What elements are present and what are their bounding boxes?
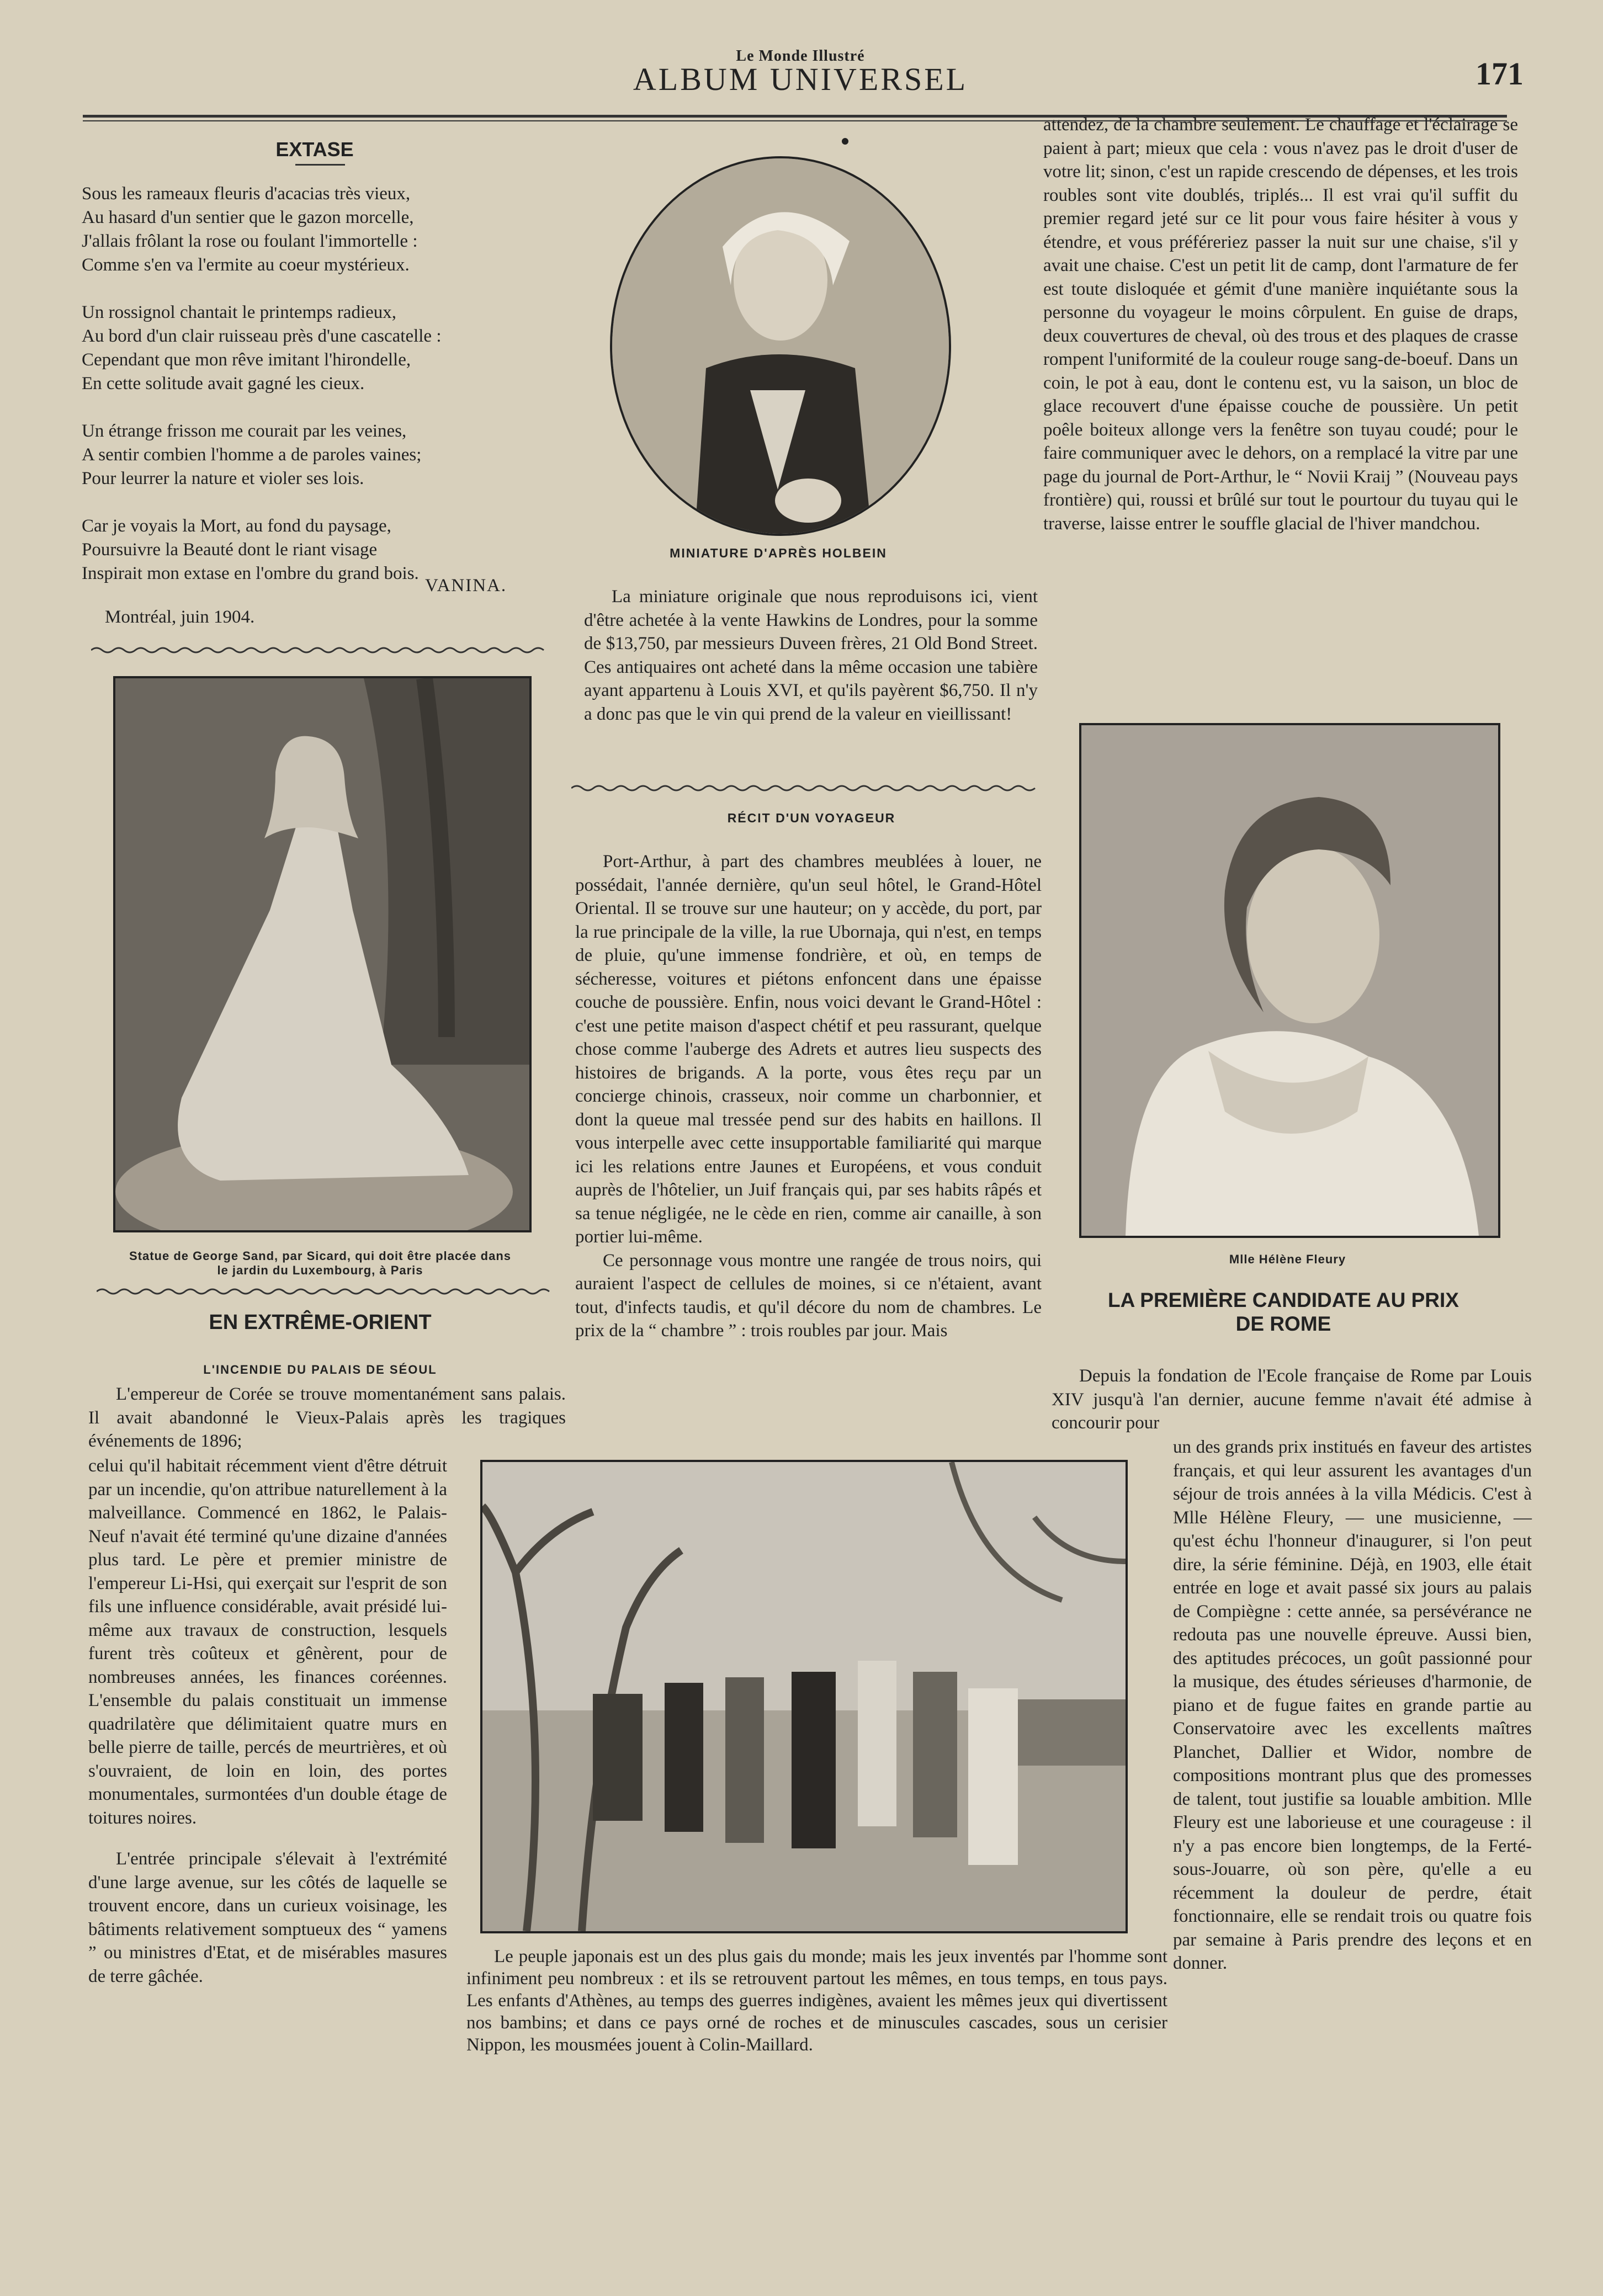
seoul-paragraph-rest: celui qu'il habitait récemment vient d'être détruit par un incendie, qu'on attribue naturellement à la malveillance. Commencé en 1862, le Palais-Neuf n'avait été terminé qu'une dizaine d'années plus tard. Le père et premier ministre de l'empereur Li-Hsi, qui exerçait sur l'esprit de son fils une influence considérable, avait présidé lui-même aux travaux de construction, lesquels furent très coûteux et gênèrent, pour de nombreuses années, les finances coréennes. L'ensemble du palais constituait un immense quadrilatère que délimitaient quatre murs en belle pierre de taille, percés de meurtrières, et où s'ouvraient, de loin en loin, des portes monumentales, surmontées d'un double étage de toitures noires. L'entrée principale s'élevait à l'extrémité d'une large avenue, sur les côtés de laquelle se trouvent encore, dans un curieux voisinage, les bâtiments relativement somptueux des “ yamens ” ou ministres d'Etat, et de misérables masures de terre gâchée.	[88, 1456, 447, 1986]
poem-line: A sentir combien l'homme a de paroles vaines;	[82, 445, 422, 465]
poem-line: En cette solitude avait gagné les cieux.	[82, 374, 365, 394]
poem-body	[82, 182, 556, 586]
wavy-divider	[97, 1287, 555, 1296]
fleury-title-line2: DE ROME	[1235, 1312, 1331, 1335]
poem-stanza	[82, 514, 556, 586]
poem-line: Inspirait mon extase en l'ombre du grand bois.	[82, 564, 419, 583]
fleury-title-line1: LA PREMIÈRE CANDIDATE AU PRIX	[1108, 1289, 1459, 1311]
poem-title-rule	[295, 164, 345, 166]
miniature-paragraph: La miniature originale que nous reproduisons ici, vient d'être achetée à la vente Hawkins de Londres, pour la somme de $13,750, par messieurs Duveen frères, 21 Old Bond Street. Ces antiquaires ont acheté dans la même occasion une tabière ayant appartenu à Louis XVI, et qu'ils payèrent $6,750. Il n'y a donc pas que le vin qui prend de la valeur en vieillissant!	[584, 587, 1038, 724]
page-number: 171	[1475, 56, 1524, 92]
poem-title: EXTASE	[275, 138, 354, 161]
masthead-subtitle: Le Monde Illustré	[736, 47, 865, 65]
poem-line: Un étrange frisson me courait par les veines,	[82, 421, 407, 441]
section-title-extreme-orient: EN EXTRÊME-ORIENT	[209, 1311, 432, 1334]
poem-line: Car je voyais la Mort, au fond du paysage,	[82, 516, 391, 536]
statue-caption-line1: Statue de George Sand, par Sicard, qui doit être placée dans	[129, 1249, 512, 1263]
poem-line: Poursuivre la Beauté dont le riant visage	[82, 540, 378, 560]
japanese-photo-caption: Le peuple japonais est un des plus gais du monde; mais les jeux inventés par l'homme sont infiniment peu nombreux : et ils se retrouvent partout les mêmes, en tous temps, en tous pays. Les enfants d'Athènes, au temps des guerres indigènes, avaient les mêmes jeux qui divertissent nos bambins; et dans ce pays orné de roches et de minuscules cascades, sous un cerisier Nippon, les mousmées jouent à Colin-Maillard.	[466, 1947, 1167, 2055]
recit-continued: attendez, de la chambre seulement. Le chauffage et l'éclairage se paient à part; mieux que cela : vous n'avez pas le droit d'user de votre lit; sinon, c'est un rapide crescendo de dépenses, et les trois roubles sont vite doublés, triplés... Il est vrai qu'il suffit du premier regard jeté sur ce lit pour vous faire hésiter à vous y étendre, et vous préféreriez passer la nuit sur une chaise, s'il y avait une chaise. C'est un petit lit de camp, dont l'armature de fer est toute disloquée et gémit d'une manière inquiétante sous la personne du voyageur le moins côrpulent. En guise de draps, deux couvertures de cheval, où des trous et des plaques de crasse rompent l'uniformité de la couleur rouge sang-de-boeuf. Dans un coin, le pot à eau, dont le contenu est, vu la saison, un bloc de glace recouvert d'une épaisse couche de poussière. Un petit poêle boiteux allonge vers la fenêtre son tuyau coudé; pour le faire communiquer avec le dehors, on a remplacé la vitre par une page du journal de Port-Arthur, le “ Novii Kraij ” (Nouveau pays frontière) qui, roussi et brûlé sur tout le pourtour du tuyau qui le traverse, laisse entrer le souffle glacial de l'hiver mandchou.	[1043, 115, 1518, 534]
wavy-divider	[571, 784, 1043, 793]
poem-line: Au bord d'un clair ruisseau près d'une cascatelle :	[82, 326, 442, 346]
statue-photo	[113, 676, 532, 1232]
masthead-title: ALBUM UNIVERSEL	[633, 61, 968, 97]
poem-line: Au hasard d'un sentier que le gazon morcelle,	[82, 208, 414, 227]
poem-line: Un rossignol chantait le printemps radieux,	[82, 302, 397, 322]
poem-stanza	[82, 419, 556, 491]
poem-line: J'allais frôlant la rose ou foulant l'immortelle :	[82, 231, 418, 251]
poem-stanza	[82, 182, 556, 277]
fleury-paragraph-rest: un des grands prix institués en faveur des artistes français, et qui leur assurent les avantages d'un séjour de trois années à la villa Médicis. C'est à Mlle Hélène Fleury, — une musicienne, — qu'est échu l'honneur d'inaugurer, si l'on peut dire, la série féminine. Déjà, en 1903, elle était entrée en loge et avait passé six jours au palais de Compiègne : cette année, sa persévérance ne redouta pas une nouvelle épreuve. Aussi bien, des aptitudes précoces, un goût passionné pour la musique, des études sérieuses d'harmonie, de piano et de fugue faites en grande partie au Conservatoire avec les excellents maîtres Planchet, Dallier et Widor, nombre de compositions montrant plus que des promesses de talent, tout justifie sa louable ambition. Mlle Fleury est une laborieuse et une courageuse : il n'y a pas encore bien longtemps, de la Ferté-sous-Jouarre, où son père, qu'elle a eu récemment la douleur de perdre, était fonctionnaire, elle se rendait trois ou quatre fois par semaine à Paris prendre des leçons et en donner.	[1173, 1437, 1532, 1973]
statue-caption-line2: le jardin du Luxembourg, à Paris	[217, 1263, 423, 1277]
fleury-caption: Mlle Hélène Fleury	[1229, 1252, 1346, 1266]
poem-place-date: Montréal, juin 1904.	[105, 607, 255, 627]
recit-paragraphs: Port-Arthur, à part des chambres meublées à louer, ne possédait, l'année dernière, qu'un seul hôtel, le Grand-Hôtel Oriental. Il se trouve sur une hauteur; on y accède, du port, par la rue principale de la ville, la rue Ubornaja, qui n'est, en temps de pluie, qu'une immense fondrière, et où, en temps de sécheresse, voitures et piétons enfoncent dans une épaisse couche de poussière. Enfin, nous voici devant le Grand-Hôtel : c'est une petite maison d'aspect chétif et peu rassurant, quelque chose comme l'auberge des Adrets et autres lieu suspects des histoires de brigands. A la porte, vous êtes reçu par un concierge chinois, crasseux, noir comme un charbonnier, et dont la queue mal tressée pend sur des habits en haillons. Il vous interpelle avec cette insupportable familiarité qui marque ici les relations entre Jaunes et Européens, et vous conduit auprès de l'hôtelier, un Juif français qui, par ses habits râpés et sa tenue négligée, ne le cède en rien, comme air canaille, à son portier lui-même. Ce personnage vous montre une rangée de trous noirs, qui auraient l'aspect de cellules de moines, si ce n'étaient, avant tout, d'infects taudis, et qu'il décore du nom de chambres. Le prix de la “ chambre ” : trois roubles par jour. Mais	[575, 852, 1042, 1341]
poem-line: Cependant que mon rêve imitant l'hirondelle,	[82, 350, 411, 370]
poem-signature: VANINA.	[425, 576, 507, 596]
section-subtitle-seoul: L'INCENDIE DU PALAIS DE SÉOUL	[203, 1363, 437, 1376]
recit-title: RÉCIT D'UN VOYAGEUR	[727, 811, 896, 825]
wavy-divider	[91, 646, 549, 655]
seoul-paragraph-top: L'empereur de Corée se trouve momentanément sans palais. Il avait abandonné le Vieux-Palais après les tragiques événements de 1896;	[88, 1384, 566, 1451]
poem-line: Comme s'en va l'ermite au coeur mystérieux.	[82, 255, 410, 275]
japanese-children-photo	[480, 1460, 1128, 1933]
fleury-paragraph-top: Depuis la fondation de l'Ecole française de Rome par Louis XIV jusqu'à l'an dernier, aucune femme n'avait été admise à concourir pour	[1052, 1366, 1532, 1433]
ornament-dot	[842, 138, 848, 145]
miniature-caption: MINIATURE D'APRÈS HOLBEIN	[670, 546, 887, 560]
poem-line: Pour leurrer la nature et violer ses lois.	[82, 469, 364, 488]
holbein-miniature	[610, 156, 951, 536]
poem-line: Sous les rameaux fleuris d'acacias très vieux,	[82, 184, 411, 204]
fleury-portrait	[1079, 723, 1500, 1238]
poem-stanza	[82, 301, 556, 396]
